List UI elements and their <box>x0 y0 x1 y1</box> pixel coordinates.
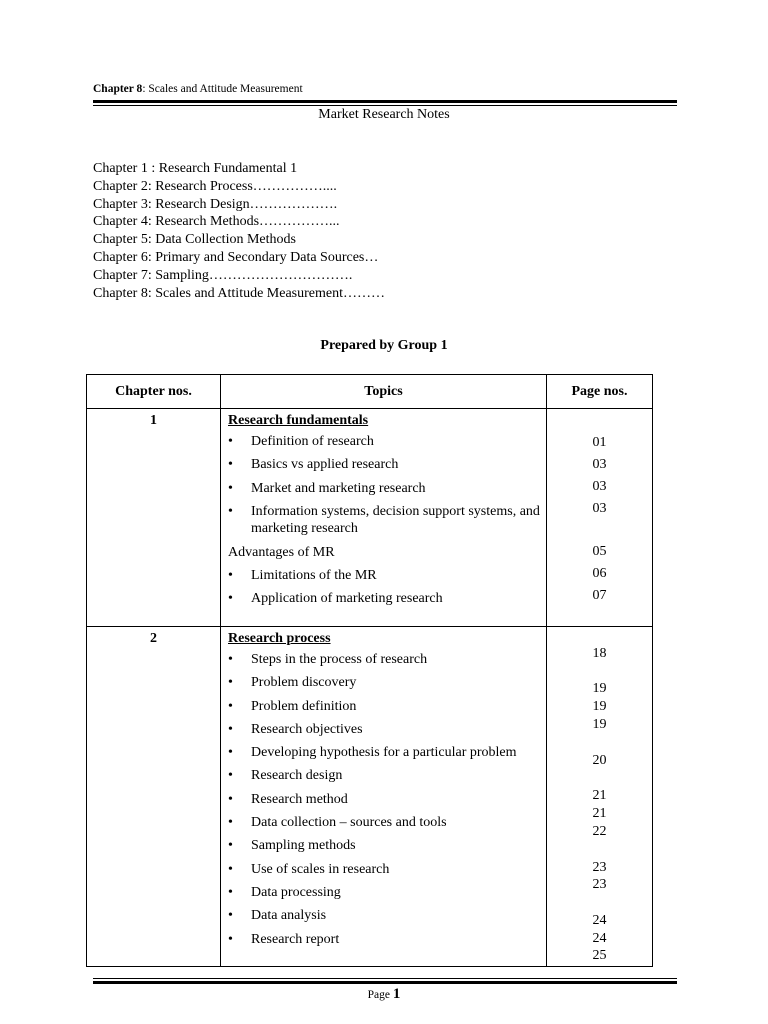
footer-page-number: 1 <box>392 986 401 1002</box>
header-rule-thin <box>93 105 677 106</box>
page-number: 05 <box>592 544 607 559</box>
page-number: 24 <box>592 913 607 928</box>
footer-rule-thin <box>93 978 677 979</box>
list-item: • Steps in the process of research <box>228 651 540 669</box>
toc-entry: Chapter 4: Research Methods……………... <box>93 214 340 230</box>
list-item: • Use of scales in research <box>228 861 540 879</box>
topic-cell <box>221 409 547 627</box>
chapter-number: 1 <box>87 409 221 627</box>
footer-rule-thick <box>93 981 677 984</box>
toc-entry: Chapter 5: Data Collection Methods <box>93 232 296 248</box>
page-number: 23 <box>592 877 607 892</box>
list-item: • Problem definition <box>228 698 540 716</box>
page-number: 06 <box>592 566 607 581</box>
list-item: • Data collection – sources and tools <box>228 814 540 832</box>
running-header <box>93 83 303 95</box>
toc-entry: Chapter 1 : Research Fundamental 1 <box>93 161 298 176</box>
page-number: 03 <box>592 457 607 472</box>
prepared-by: Prepared by Group 1 <box>320 338 448 353</box>
list-item: • Research method <box>228 791 540 809</box>
page-number: 22 <box>592 824 607 839</box>
page-number: 18 <box>592 646 607 661</box>
list-item: • Basics vs applied research <box>228 456 540 474</box>
topic-cell <box>221 627 547 967</box>
list-item: • Definition of research <box>228 433 540 451</box>
list-item: • Information systems, decision support systems, and marketing research <box>228 503 540 538</box>
page-title: Market Research Notes <box>318 107 450 122</box>
page-number: 23 <box>592 860 607 875</box>
header-page-nos: Page nos. <box>547 375 653 409</box>
list-item: • Research design <box>228 767 540 785</box>
page-number: 01 <box>592 435 607 450</box>
toc-entry: Chapter 2: Research Process…………….... <box>93 178 337 194</box>
topic-list <box>228 567 540 608</box>
section-heading: Research process <box>228 631 331 646</box>
list-item: • Sampling methods <box>228 837 540 855</box>
page-number: 19 <box>592 699 607 714</box>
toc-entry: Chapter 3: Research Design………………. <box>93 196 338 212</box>
page-number: 19 <box>592 717 607 732</box>
list-item: • Research report <box>228 931 540 949</box>
page-number: 19 <box>592 681 607 696</box>
header-topics: Topics <box>221 375 547 409</box>
topic-list <box>228 651 540 948</box>
toc-entry: Chapter 6: Primary and Secondary Data Sources… <box>93 249 379 265</box>
list-item: • Research objectives <box>228 721 540 739</box>
header-chapter-title: : Scales and Attitude Measurement <box>142 83 303 95</box>
page-cell <box>547 409 653 627</box>
page-number: 20 <box>592 753 607 768</box>
topic-list <box>228 433 540 538</box>
toc-entry: Chapter 8: Scales and Attitude Measurement……… <box>93 285 385 301</box>
toc-entry: Chapter 7: Sampling…………………………. <box>93 267 353 283</box>
header-chapter-label: Chapter 8 <box>93 83 143 95</box>
list-item: • Developing hypothesis for a particular problem <box>228 744 540 762</box>
chapter-number: 2 <box>87 627 221 967</box>
table-header-row <box>87 375 653 409</box>
header-chapter-nos: Chapter nos. <box>87 375 221 409</box>
page-number: 21 <box>592 788 607 803</box>
list-item: • Problem discovery <box>228 674 540 692</box>
list-item: • Market and marketing research <box>228 480 540 498</box>
page-number: 03 <box>592 479 607 494</box>
page-number: 25 <box>592 948 607 963</box>
list-item: • Application of marketing research <box>228 590 540 608</box>
page-cell <box>547 627 653 967</box>
contents-table <box>86 374 653 967</box>
topic-plain: Advantages of MR <box>228 544 335 560</box>
section-heading: Research fundamentals <box>228 413 369 428</box>
list-item: • Data analysis <box>228 907 540 925</box>
list-item: • Limitations of the MR <box>228 567 540 585</box>
page-number: 21 <box>592 806 607 821</box>
table-row <box>87 409 653 627</box>
page-number: 03 <box>592 501 607 516</box>
footer-page-label: Page <box>367 989 390 1001</box>
page-number: 07 <box>592 588 607 603</box>
list-item: • Data processing <box>228 884 540 902</box>
header-rule-thick <box>93 100 677 103</box>
table-of-contents <box>93 160 385 302</box>
page-number: 24 <box>592 931 607 946</box>
page-footer <box>0 986 768 1003</box>
table-row <box>87 627 653 967</box>
